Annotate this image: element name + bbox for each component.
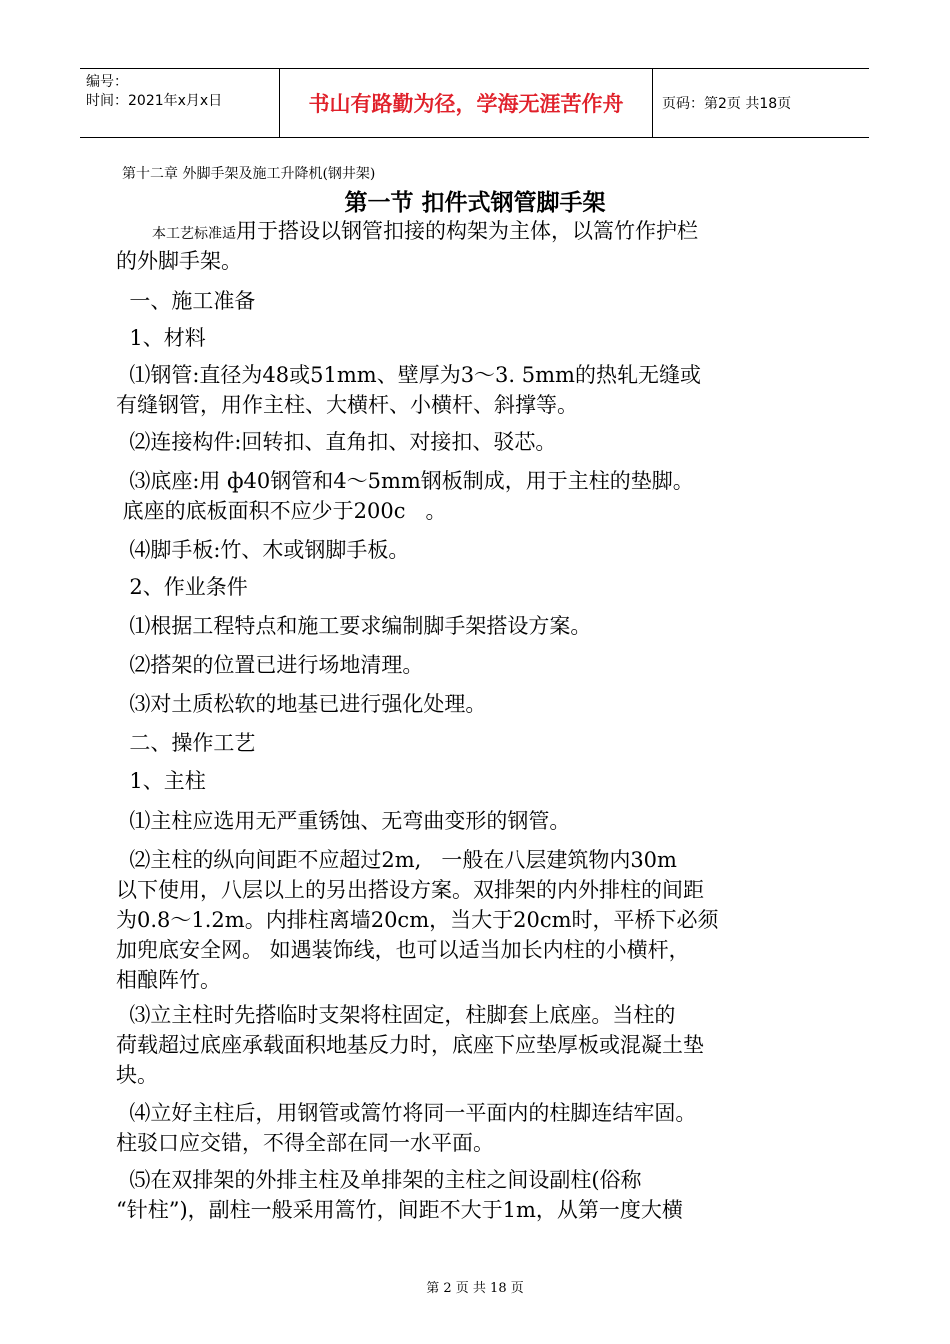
- subheading-line: 1、主柱: [116, 769, 206, 793]
- paragraph-line: ⑶立主柱时先搭临时支架将柱固定，柱脚套上底座。当柱的: [116, 1003, 676, 1027]
- page-footer: 第 2 页 共 18 页: [426, 1281, 524, 1296]
- paragraph-line: 相酿阵竹。: [116, 968, 221, 992]
- subheading-line: 2、作业条件: [116, 575, 248, 599]
- section-title: 第一节 扣件式钢管脚手架: [344, 190, 606, 216]
- heading-line: 二、操作工艺: [116, 731, 256, 755]
- paragraph-line: 底座的底板面积不应少于200c 。: [116, 499, 447, 523]
- paragraph-line: 块。: [116, 1063, 158, 1087]
- intro-prefix: 本工艺标准适: [152, 226, 236, 242]
- paragraph-line: 荷载超过底座承载面积地基反力时，底座下应垫厚板或混凝土垫: [116, 1033, 704, 1057]
- intro-text: 用于搭设以钢管扣接的构架为主体，以篙竹作护栏: [236, 219, 698, 243]
- paragraph-line: ⑸在双排架的外排主柱及单排架的主柱之间设副柱(俗称: [116, 1168, 642, 1192]
- header-meta-cell: [80, 69, 280, 137]
- document-number-label: 编号：: [86, 74, 128, 90]
- paragraph-line: 有缝钢管，用作主柱、大横杆、小横杆、斜撑等。: [116, 393, 578, 417]
- header-motto: 书山有路勤为径，学海无涯苦作舟: [280, 69, 653, 137]
- paragraph-line: ⑵搭架的位置已进行场地清理。: [116, 653, 424, 677]
- document-date: 时间：2021年x月x日: [86, 93, 223, 109]
- paragraph-line: ⑵主柱的纵向间距不应超过2m, 一般在八层建筑物内30m: [116, 848, 677, 872]
- paragraph-line: ⑷脚手板:竹、木或钢脚手板。: [116, 538, 410, 562]
- paragraph-line: ⑴主柱应选用无严重锈蚀、无弯曲变形的钢管。: [116, 809, 571, 833]
- document-header: [80, 68, 869, 138]
- paragraph-line: 柱驳口应交错，不得全部在同一水平面。: [116, 1131, 494, 1155]
- chapter-heading: 第十二章 外脚手架及施工升降机(钢井架): [122, 166, 376, 182]
- paragraph-line: ⑶对土质松软的地基已进行强化处理。: [116, 692, 487, 716]
- paragraph-line: ⑴根据工程特点和施工要求编制脚手架搭设方案。: [116, 614, 592, 638]
- intro-line-2: 的外脚手架。: [116, 249, 242, 273]
- paragraph-line: ⑵连接构件:回转扣、直角扣、对接扣、驳芯。: [116, 430, 557, 454]
- intro-line-1: [116, 216, 836, 249]
- paragraph-line: “针柱”)，副柱一般采用篙竹，间距不大于1m，从第一度大横: [116, 1198, 683, 1222]
- paragraph-line: 以下使用，八层以上的另出搭设方案。双排架的内外排柱的间距: [116, 878, 704, 902]
- paragraph-line: 为0.8～1.2m。内排柱离墙20cm，当大于20cm时，平桥下必须: [116, 908, 719, 932]
- subheading-line: 1、材料: [116, 326, 206, 350]
- paragraph-line: 加兜底安全网。 如遇装饰线，也可以适当加长内柱的小横杆，: [116, 938, 690, 962]
- paragraph-line: ⑴钢管:直径为48或51mm、壁厚为3～3. 5mm的热轧无缝或: [116, 363, 701, 387]
- paragraph-line: ⑶底座:用 ф40钢管和4～5mm钢板制成，用于主柱的垫脚。: [116, 469, 694, 493]
- header-page-info: 页码：第2页 共18页: [662, 96, 792, 112]
- heading-line: 一、施工准备: [116, 289, 256, 313]
- paragraph-line: ⑷立好主柱后，用钢管或篙竹将同一平面内的柱脚连结牢固。: [116, 1101, 697, 1125]
